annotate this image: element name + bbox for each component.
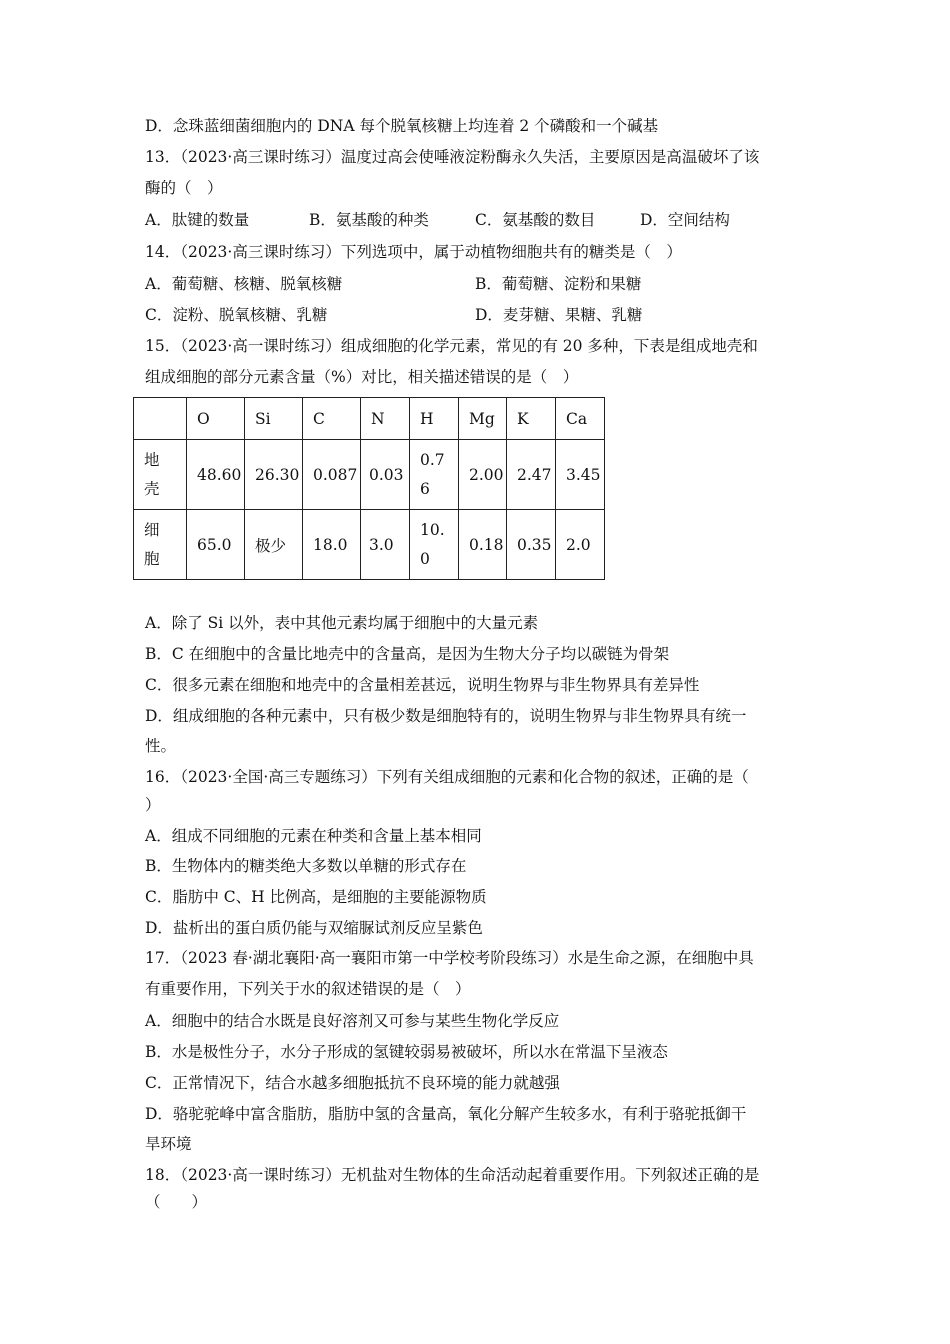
q16-option-c: C．脂肪中 C、H 比例高，是细胞的主要能源物质 (145, 888, 487, 906)
q17-option-c: C．正常情况下，结合水越多细胞抵抗不良环境的能力就越强 (145, 1074, 560, 1092)
q18-stem-line2: （ ） (145, 1193, 208, 1211)
table-header-cell: Mg (459, 398, 507, 440)
q14-option-d: D．麦芽糖、果糖、乳糖 (475, 306, 643, 324)
q13-stem-line2: 酶的（ ） (145, 179, 223, 197)
table-header-cell: O (187, 398, 245, 440)
table-header-cell: Si (245, 398, 303, 440)
q16-option-d: D．盐析出的蛋白质仍能与双缩脲试剂反应呈紫色 (145, 919, 483, 937)
q17-stem-line1: 17．（2023 春·湖北襄阳·高一襄阳市第一中学校考阶段练习）水是生命之源，在细胞中具 (145, 949, 754, 967)
table-header-cell: K (507, 398, 556, 440)
element-content-table (133, 397, 605, 580)
table-row (134, 440, 605, 510)
q17-stem-line2: 有重要作用，下列关于水的叙述错误的是（ ） (145, 980, 471, 998)
q15-option-c: C．很多元素在细胞和地壳中的含量相差甚远，说明生物界与非生物界具有差异性 (145, 676, 700, 694)
q17-option-b: B．水是极性分子，水分子形成的氢键较弱易被破坏，所以水在常温下呈液态 (145, 1043, 668, 1061)
table-cell: 10. 0 (410, 510, 459, 580)
q13-option-d: D．空间结构 (640, 211, 730, 229)
table-cell: 0.087 (303, 440, 361, 510)
q14-stem: 14．（2023·高三课时练习）下列选项中，属于动植物细胞共有的糖类是（ ） (145, 243, 682, 261)
row-label-cell: 细 胞 (134, 510, 187, 580)
table-header-cell: Ca (556, 398, 605, 440)
q15-option-d-line2: 性。 (145, 737, 177, 755)
q13-stem-line1: 13．（2023·高三课时练习）温度过高会使唾液淀粉酶永久失活，主要原因是高温破坏了该 (145, 148, 760, 166)
table-header-cell (134, 398, 187, 440)
table-cell: 26.30 (245, 440, 303, 510)
table-cell: 18.0 (303, 510, 361, 580)
q14-option-a: A．葡萄糖、核糖、脱氧核糖 (145, 275, 343, 293)
table-cell: 极少 (245, 510, 303, 580)
q12-option-d: D．念珠蓝细菌细胞内的 DNA 每个脱氧核糖上均连着 2 个磷酸和一个碱基 (145, 117, 659, 135)
table-cell: 48.60 (187, 440, 245, 510)
q16-option-a: A．组成不同细胞的元素在种类和含量上基本相同 (145, 827, 482, 845)
table-cell: 65.0 (187, 510, 245, 580)
table-header-row (134, 398, 605, 440)
q16-stem-line2: ） (145, 796, 161, 814)
table-cell: 3.0 (361, 510, 410, 580)
q15-option-a: A．除了 Si 以外，表中其他元素均属于细胞中的大量元素 (145, 614, 539, 632)
table-header-cell: H (410, 398, 459, 440)
q15-stem-line1: 15．（2023·高一课时练习）组成细胞的化学元素，常见的有 20 多种，下表是组成地壳和 (145, 337, 758, 355)
q14-option-b: B．葡萄糖、淀粉和果糖 (475, 275, 642, 293)
q17-option-a: A．细胞中的结合水既是良好溶剂又可参与某些生物化学反应 (145, 1012, 560, 1030)
table-cell: 3.45 (556, 440, 605, 510)
q17-option-d-line2: 旱环境 (145, 1135, 192, 1153)
table-cell: 0.35 (507, 510, 556, 580)
q14-option-c: C．淀粉、脱氧核糖、乳糖 (145, 306, 328, 324)
table-cell: 2.47 (507, 440, 556, 510)
table-cell: 2.0 (556, 510, 605, 580)
row-label-crust: 地 壳 (134, 440, 187, 510)
table-cell: 0.7 6 (410, 440, 459, 510)
q16-stem-line1: 16．（2023·全国·高三专题练习）下列有关组成细胞的元素和化合物的叙述，正确的是（ (145, 768, 749, 786)
table-cell: 0.18 (459, 510, 507, 580)
table-header-cell: C (303, 398, 361, 440)
q15-option-b: B．C 在细胞中的含量比地壳中的含量高，是因为生物大分子均以碳链为骨架 (145, 645, 670, 663)
table-cell: 2.00 (459, 440, 507, 510)
q18-stem-line1: 18．（2023·高一课时练习）无机盐对生物体的生命活动起着重要作用。下列叙述正确的是 (145, 1166, 760, 1184)
table-row (134, 510, 605, 580)
table-header-cell: N (361, 398, 410, 440)
q13-option-b: B．氨基酸的种类 (309, 211, 429, 229)
q15-option-d-line1: D．组成细胞的各种元素中，只有极少数是细胞特有的，说明生物界与非生物界具有统一 (145, 707, 747, 725)
q13-option-c: C．氨基酸的数目 (475, 211, 596, 229)
q15-stem-line2: 组成细胞的部分元素含量（%）对比，相关描述错误的是（ ） (145, 368, 579, 386)
q13-option-a: A．肽键的数量 (145, 211, 250, 229)
q16-option-b: B．生物体内的糖类绝大多数以单糖的形式存在 (145, 857, 467, 875)
q17-option-d-line1: D．骆驼驼峰中富含脂肪，脂肪中氢的含量高，氧化分解产生较多水，有利于骆驼抵御干 (145, 1105, 747, 1123)
table-cell: 0.03 (361, 440, 410, 510)
